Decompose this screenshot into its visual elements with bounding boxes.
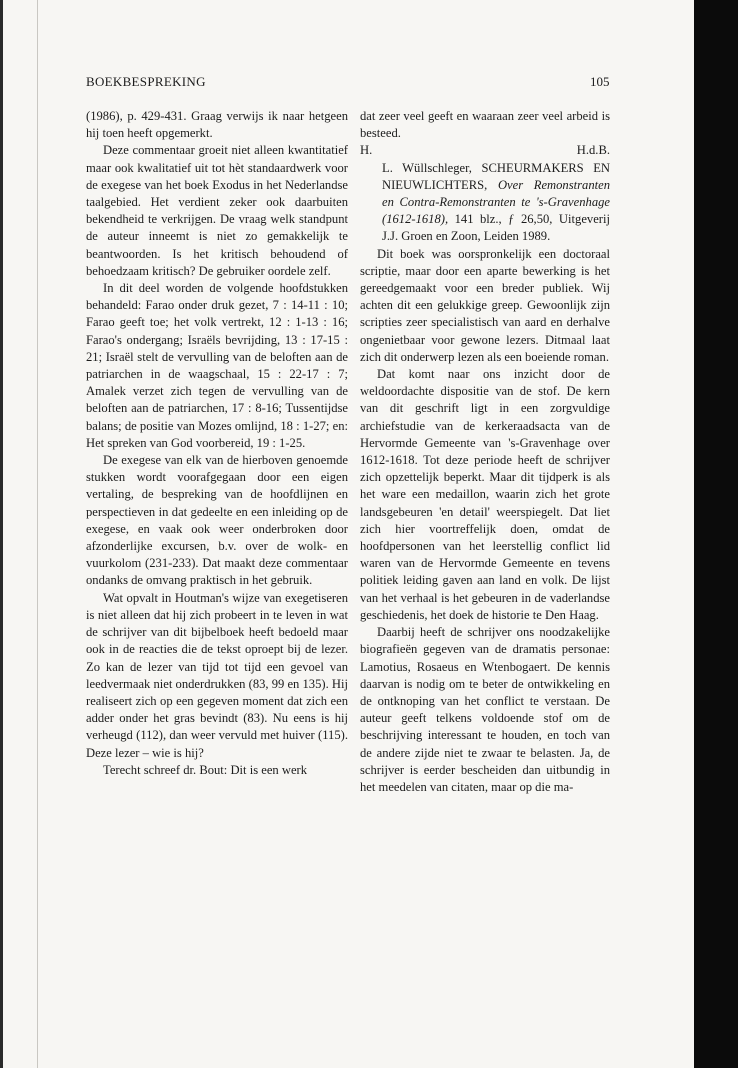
paragraph: Terecht schreef dr. Bout: Dit is een werk [103, 762, 308, 777]
review-subtitle: Over Remonstranten en Contra-Remonstranten te 's-Gravenhage (1612-1618), [382, 177, 610, 227]
left-column [86, 108, 348, 779]
page-number: 105 [590, 74, 610, 89]
signature-right: H.d.B. [576, 143, 610, 158]
review-details: 141 blz., ƒ 26,50, Uitgeverij J.J. Groen en Zoon, Leiden 1989. [382, 212, 610, 244]
paragraph: Dat komt naar ons inzicht door de weldoordachte dispositie van de stof. De kern van dit geschrift ligt in een zorgvuldige archiefstudie van de kerkeraadsacta van de Hervormde Gemeente van 's-Gravenhage over 1612-1618. Tot deze periode heeft de schrijver zich opzettelijk beperkt. Maar dit tijdperk is als het ware een medaillon, waarin zich het grote landsgebeuren 'en detail' weerspiegelt. Dat liet zich hier voortreffelijk doen, omdat de hoofdpersonen van het leerstellig conflict lid waren van de Hervormde Gemeente en tevens politiek leiding gaven aan land en volk. De lijst van het verhaal is het gebeuren in de vaderlandse geschiedenis, het doek de historie te Den Haag. [360, 367, 610, 622]
paragraph: De exegese van elk van de hierboven genoemde stukken wordt voorafgegaan door een eigen vertaling, de bespreking van de hoofdlijnen en perspectieven in dat gedeelte en een inleiding op de exegese, en vaak ook weer onderbroken door afzonderlijke excursen, b.v. over de wolk- en vuurkolom (231-233). Dat maakt deze commentaar ondanks de omvang praktisch in het gebruik. [86, 453, 348, 588]
signature-left: H. [360, 143, 373, 158]
paragraph: Wat opvalt in Houtman's wijze van exegetiseren is niet alleen dat hij zich probeert in te leven in wat de schrijver van dit bijbelboek heeft bedoeld maar ook in de reacties die de tekst oproept bij de lezer. Zo kan de lezer van tijd tot tijd een gevoel van leedvermaak niet onderdrukken (83, 99 en 135). Hij realiseert zich op een gegeven moment dat zich een adder onder het gras bevindt (83). Nu eens is hij verheugd (112), dan weer vervuld met huiver (115). Deze lezer – wie is hij? [86, 590, 348, 760]
review-title: SCHEURMAKERS EN NIEUWLICHTERS, [382, 160, 611, 192]
review-author: L. Wüllschleger, [382, 160, 472, 175]
review-book-header [360, 160, 610, 246]
scan-edge-left [0, 0, 3, 1068]
paragraph: Daarbij heeft de schrijver ons noodzakelijke biografieën gegeven van de dramatis personae: Lamotius, Rosaeus en Wtenbogaert. De kennis daarvan is nodig om te beter de ontwikkeling en de ontknoping van het conflict te verstaan. De auteur geeft telkens voldoende stof om de beschrijving interessant te houden, en toch van de andere zijde niet te zwaar te belasten. Ja, de schrijver is eerder bescheiden dan uitbundig in het meedelen van citaten, maar op die ma- [360, 625, 610, 794]
paragraph-continuation: dat zeer veel geeft en waaraan zeer veel arbeid is besteed. [360, 109, 610, 141]
paragraph: In dit deel worden de volgende hoofdstukken behandeld: Farao onder druk gezet, 7 : 14-11 : 10; Farao geeft toe; het volk vertrekt, 12 : 1-13 : 16; Farao's ondergang; Israëls bevrijding, 13 : 17-15 : 21; Israël stelt de vervulling van de beloften aan de patriarchen in de waagschaal, 15 : 22-17 : 7; Amalek verzet zich tegen de vervulling van de beloften aan de patriarchen, 17 : 8-16; Tussentijdse balans; de positie van Mozes omlijnd, 18 : 1-27; en: Het spreken van God voorbereid, 19 : 1-25. [86, 281, 348, 450]
review-signature [360, 142, 610, 159]
scan-edge-right [694, 0, 738, 1068]
paragraph: (1986), p. 429-431. Graag verwijs ik naar hetgeen hij toen heeft opgemerkt. [86, 109, 348, 141]
page-edge-line [37, 0, 38, 1068]
right-column [360, 108, 610, 796]
paragraph: Dit boek was oorspronkelijk een doctoraal scriptie, maar door een aparte bewerking is het gereedgemaakt voor een breder publiek. Wij achten dit een gelukkige greep. Gewoonlijk zijn scripties zeer specialistisch van aard en derhalve ongenietbaar voor gewone lezers. Ditmaal laat zich dit onderwerp lezen als een boeiende roman. [360, 246, 610, 364]
running-title: BOEKBESPREKING [86, 74, 206, 89]
paragraph: Deze commentaar groeit niet alleen kwantitatief maar ook kwalitatief uit tot hèt standaardwerk voor de exegese van het boek Exodus in het Nederlandse taalgebied. Het verdient zeker ook daarbuiten bekendheid te verkrijgen. De vraag welk standpunt de auteur inneemt is niet zo gemakkelijk te beantwoorden. Is het kritisch behoudend of behoedzaam kritisch? De gebruiker oordele zelf. [86, 143, 348, 278]
